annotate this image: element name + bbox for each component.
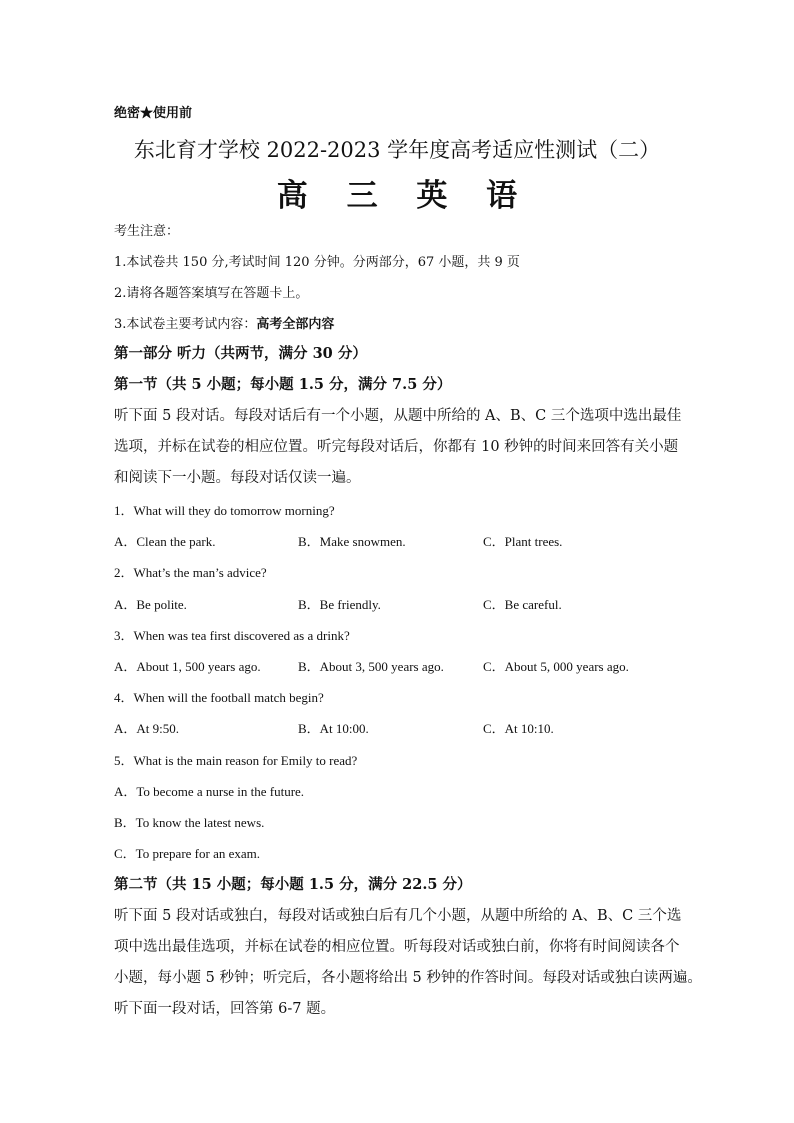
question-4: 4．When will the football match begin? — [114, 690, 324, 705]
exam-title: 东北育才学校 2022-2023 学年度高考适应性测试（二） — [133, 138, 661, 162]
notice-item: 2.请将各题答案填写在答题卡上。 — [114, 286, 309, 301]
question-1: 1．What will they do tomorrow morning? — [114, 503, 335, 518]
question-3: 3．When was tea first discovered as a drink? — [114, 628, 350, 643]
section1-instructions: 听下面 5 段对话。每段对话后有一个小题，从题中所给的 A、B、C 三个选项中选出最佳 — [114, 408, 682, 424]
question-2: 2．What’s the man’s advice? — [114, 565, 267, 580]
section2-heading: 第二节（共 15 小题；每小题 1.5 分，满分 22.5 分） — [114, 876, 472, 893]
option-a: A．Clean the park. — [114, 534, 216, 549]
option-a: A．About 1, 500 years ago. — [114, 659, 261, 674]
option-b: B．Be friendly. — [298, 597, 381, 612]
part1-heading: 第一部分 听力（共两节，满分 30 分） — [114, 345, 367, 362]
notice-item: 1.本试卷共 150 分,考试时间 120 分钟。分两部分，67 小题，共 9 页 — [114, 255, 520, 270]
question-5: 5．What is the main reason for Emily to read? — [114, 753, 358, 768]
section2-instructions: 听下面一段对话，回答第 6-7 题。 — [114, 1001, 336, 1017]
option-c: C．To prepare for an exam. — [114, 846, 261, 861]
notice-item-text: 3.本试卷主要考试内容： — [114, 317, 257, 332]
option-a: A．At 9:50. — [114, 721, 180, 736]
subject-title: 高 三 英 语 — [276, 178, 532, 214]
option-c: C．Plant trees. — [483, 534, 563, 549]
notice-item — [114, 313, 334, 332]
option-b: B．At 10:00. — [298, 721, 369, 736]
section2-instructions: 项中选出最佳选项，并标在试卷的相应位置。听每段对话或独白前，你将有时间阅读各个 — [114, 939, 680, 955]
option-b: B．About 3, 500 years ago. — [298, 659, 444, 674]
confidential-label: 绝密★使用前 — [114, 106, 193, 121]
section1-instructions: 和阅读下一小题。每段对话仅读一遍。 — [114, 470, 361, 486]
option-a: A．Be polite. — [114, 597, 187, 612]
option-c: C．Be careful. — [483, 597, 562, 612]
option-c: C．At 10:10. — [483, 721, 554, 736]
section2-instructions: 小题，每小题 5 秒钟；听完后，各小题将给出 5 秒钟的作答时间。每段对话或独白读两遍。 — [114, 970, 702, 986]
option-a: A．To become a nurse in the future. — [114, 784, 305, 799]
section2-instructions: 听下面 5 段对话或独白，每段对话或独白后有几个小题，从题中所给的 A、B、C 三个选 — [114, 908, 682, 924]
notice-label: 考生注意： — [114, 224, 180, 239]
option-b: B．Make snowmen. — [298, 534, 406, 549]
section1-instructions: 选项，并标在试卷的相应位置。听完每段对话后，你都有 10 秒钟的时间来回答有关小题 — [114, 439, 679, 455]
section1-heading: 第一节（共 5 小题；每小题 1.5 分，满分 7.5 分） — [114, 376, 452, 393]
option-b: B．To know the latest news. — [114, 815, 265, 830]
option-c: C．About 5, 000 years ago. — [483, 659, 629, 674]
notice-content-bold: 高考全部内容 — [256, 317, 335, 332]
